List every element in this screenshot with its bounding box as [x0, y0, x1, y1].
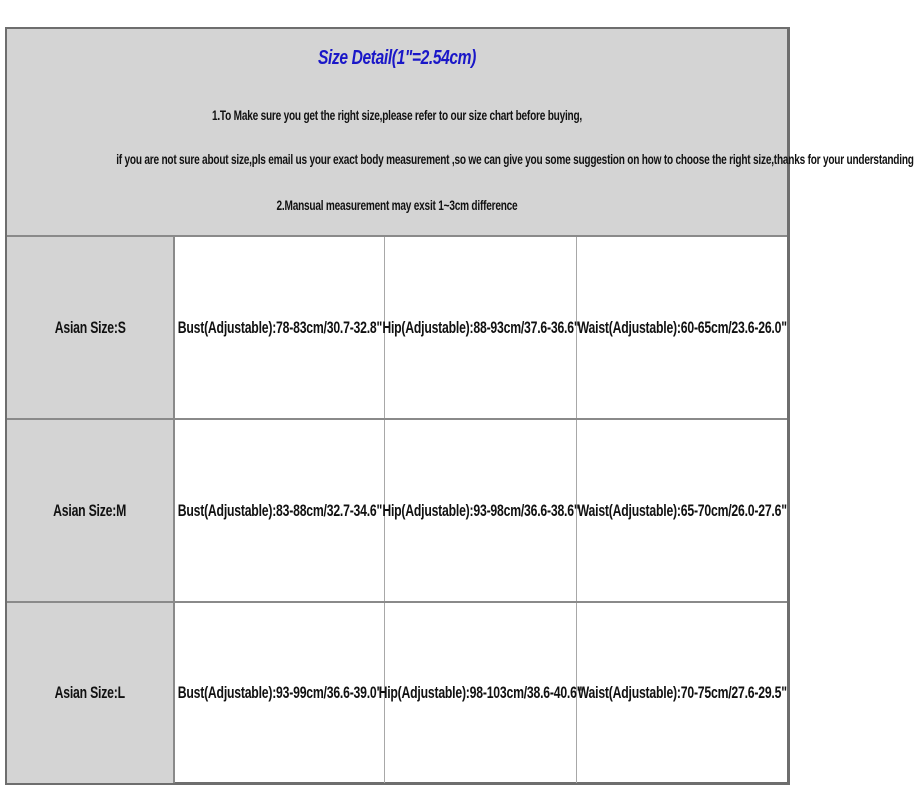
size-label-cell: [7, 237, 175, 418]
note-line-2: if you are not sure about size,pls email us your exact body measurement ,so we can give you some suggestion on how to choose the right size,thanks for your understanding: [116, 151, 914, 167]
size-label-cell: [7, 603, 175, 783]
waist-cell: [577, 420, 787, 601]
hip-value: Hip(Adjustable):88-93cm/37.6-36.6": [381, 317, 580, 337]
waist-value: Waist(Adjustable):70-75cm/27.6-29.5": [577, 683, 787, 702]
waist-cell: [577, 603, 787, 783]
bust-cell: [175, 237, 385, 418]
size-label: Asian Size:M: [53, 500, 127, 520]
hip-cell: [378, 603, 583, 783]
bust-value: Bust(Adjustable):78-83cm/30.7-32.8": [177, 317, 382, 337]
waist-value: Waist(Adjustable):60-65cm/23.6-26.0": [577, 317, 787, 337]
bust-value: Bust(Adjustable):93-99cm/36.6-39.0": [177, 683, 382, 702]
size-grid: [7, 237, 787, 783]
size-chart-title: Size Detail(1"=2.54cm): [318, 47, 476, 69]
size-chart-header: [7, 29, 914, 237]
size-row-l: [7, 603, 787, 783]
bust-cell: [175, 603, 385, 783]
hip-cell: [381, 420, 580, 601]
hip-value: Hip(Adjustable):93-98cm/36.6-38.6": [381, 500, 580, 520]
size-chart-table: [5, 27, 914, 785]
size-row-s: [7, 237, 787, 420]
waist-cell: [577, 237, 787, 418]
hip-cell: [381, 237, 580, 418]
size-label-cell: [7, 420, 175, 601]
size-label: Asian Size:S: [54, 317, 126, 337]
size-row-m: [7, 420, 787, 603]
note-line-1: 1.To Make sure you get the right size,please refer to our size chart before buying,: [211, 107, 583, 123]
waist-value: Waist(Adjustable):65-70cm/26.0-27.6": [577, 500, 787, 520]
hip-value: Hip(Adjustable):98-103cm/38.6-40.6": [378, 683, 583, 702]
size-label: Asian Size:L: [54, 683, 126, 702]
bust-cell: [175, 420, 385, 601]
note-line-3: 2.Mansual measurement may exsit 1~3cm difference: [276, 197, 518, 213]
bust-value: Bust(Adjustable):83-88cm/32.7-34.6": [177, 500, 382, 520]
